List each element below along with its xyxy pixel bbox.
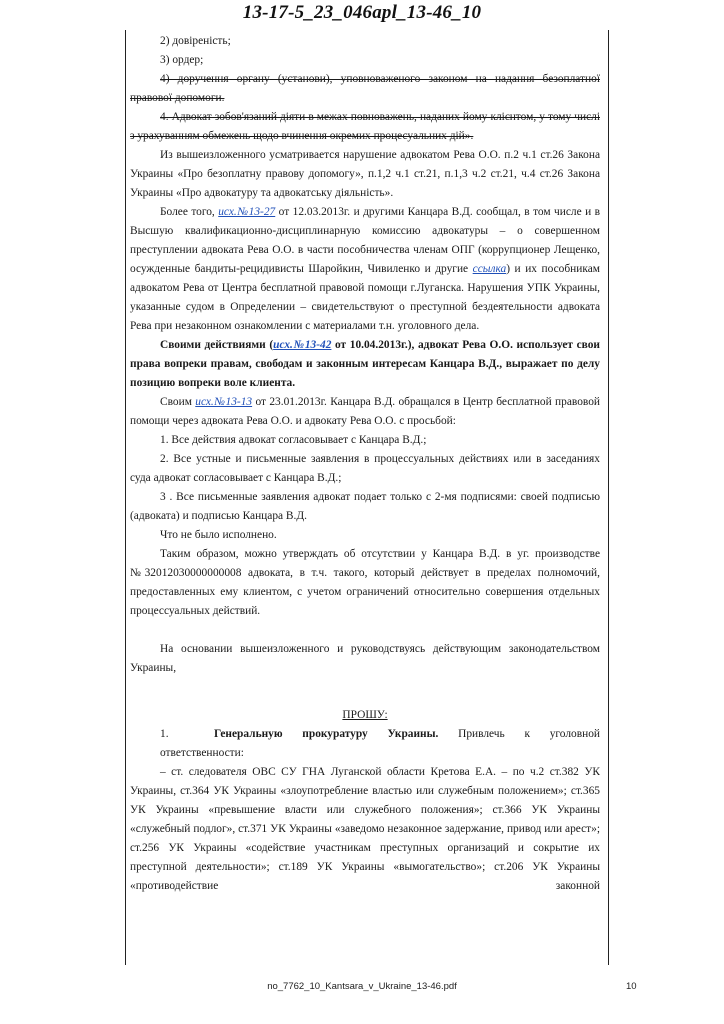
- footer-filename: no_7762_10_Kantsara_v_Ukraine_13-46.pdf: [267, 981, 457, 992]
- heading-request: ПРОШУ:: [342, 709, 388, 721]
- paragraph-not-fulfilled: Что не было исполнено.: [160, 529, 277, 541]
- link-ref-13-13[interactable]: исх.№13-13: [195, 396, 253, 408]
- list-item-power-of-attorney: 2) довіреність;: [160, 35, 231, 47]
- request-item-3: 3 . Все письменные заявления адвокат подает только с 2-мя подписями: своей подписью (адвоката) и подписью Канцара В.Д.: [130, 491, 600, 522]
- paragraph-conclusion: Таким образом, можно утверждать об отсутствии у Канцара В.Д. в уг. производстве №32012030000000008 адвоката, в т.ч. такого, который действует в пределах полномочий, предоставленных ему клиентом, с учетом ограничений относительно совершения отдельных процессуальных действий.: [130, 548, 600, 617]
- paragraph-actions: Своими действиями (исх.№13-42 от 10.04.2013г.), адвокат Рева О.О. использует свои права вопреки правам, свободам и законным интересам Канцара В.Д., выражает по делу позицию вопреки воле клиента.: [130, 339, 600, 389]
- right-margin-line: [608, 30, 609, 965]
- spacer: [130, 621, 600, 640]
- link-reference[interactable]: ссылка: [472, 263, 507, 275]
- request-item-1: 1. Все действия адвокат согласовывает с Канцара В.Д.;: [160, 434, 427, 446]
- paragraph-violation: Из вышеизложенного усматривается нарушение адвокатом Рева О.О. п.2 ч.1 ст.26 Закона Украины «Про безоплатну правову допомогу», п.1,2 ч.1 ст.21, п.1,3 ч.2 ст.21, ч.4 ст.26 Закона Украины «Про адвокатуру та адвокатську діяльність».: [130, 149, 600, 199]
- link-ref-13-27[interactable]: исх.№13-27: [218, 206, 276, 218]
- spacer: [130, 678, 600, 706]
- request-1-details: – ст. следователя ОВС СУ ГНА Луганской области Кретова Е.А. – по ч.2 ст.382 УК Украины, ст.364 УК Украины «злоупотребление властью или служебным положением»; ст.365 УК Украины «превышение власти или служебного положения»; ст.366 УК Украины «служебный подлог», ст.371 УК Украины «заведомо незаконное задержание, привод или арест»; ст.256 УК Украины «содействие участникам преступных организаций и сокрытие их преступной деятельности»; ст.189 УК Украины «вымогательство»; ст.206 УК Украины «противодействие законной: [130, 766, 600, 892]
- left-margin-line: [125, 30, 126, 965]
- clause-lawyer-obligation: 4. Адвокат зобов'язаний діяти в межах повноважень, наданих йому клієнтом, у тому числі з урахуванням обмежень щодо вчинення окремих процесуальних дій».: [130, 111, 600, 142]
- document-header-title: 13-17-5_23_046apl_13-46_10: [242, 2, 482, 23]
- paragraph-request: Своим исх.№13-13 от 23.01.2013г. Канцара В.Д. обращался в Центр бесплатной правовой помощи через адвоката Рева О.О. и адвокату Рева О.О. с просьбой:: [130, 396, 600, 427]
- request-1: 1. Генеральную прокуратуру Украины. Привлечь к уголовной ответственности:: [160, 728, 600, 759]
- paragraph-based-on: На основании вышеизложенного и руководствуясь действующим законодательством Украины,: [130, 643, 600, 674]
- list-item-authorization: 4) доручення органу (установи), уповноваженого законом на надання безоплатної правової допомоги.: [130, 73, 600, 104]
- footer-page-number: 10: [626, 981, 637, 992]
- link-ref-13-42[interactable]: исх.№13-42: [273, 339, 332, 351]
- request-item-2: 2. Все устные и письменные заявления в процессуальных действиях или в заседаниях суда адвокат согласовывает с Канцара В.Д.;: [130, 453, 600, 484]
- paragraph-moreover: Более того, исх.№13-27 от 12.03.2013г. и другими Канцара В.Д. сообщал, в том числе и в Высшую квалификационно-дисциплинарную комиссию адвокатуры – о совершенном преступлении адвоката Рева О.О. в части пособничества членам ОПГ (коррупционер Лещенко, осужденные бандиты-рецидивисты Шаройкин, Чивиленко и другие ссылка) и их пособникам адвокатом Рева от Центра бесплатной правовой помощи г.Луганска. Нарушения УПК Украины, указанные судом в Определении – свидетельствуют о преступной бездеятельности адвоката Рева при незаконном ознакомлении с материалами т.н. уголовного дела.: [130, 206, 600, 332]
- document-body: [130, 32, 600, 896]
- list-item-order: 3) ордер;: [160, 54, 204, 66]
